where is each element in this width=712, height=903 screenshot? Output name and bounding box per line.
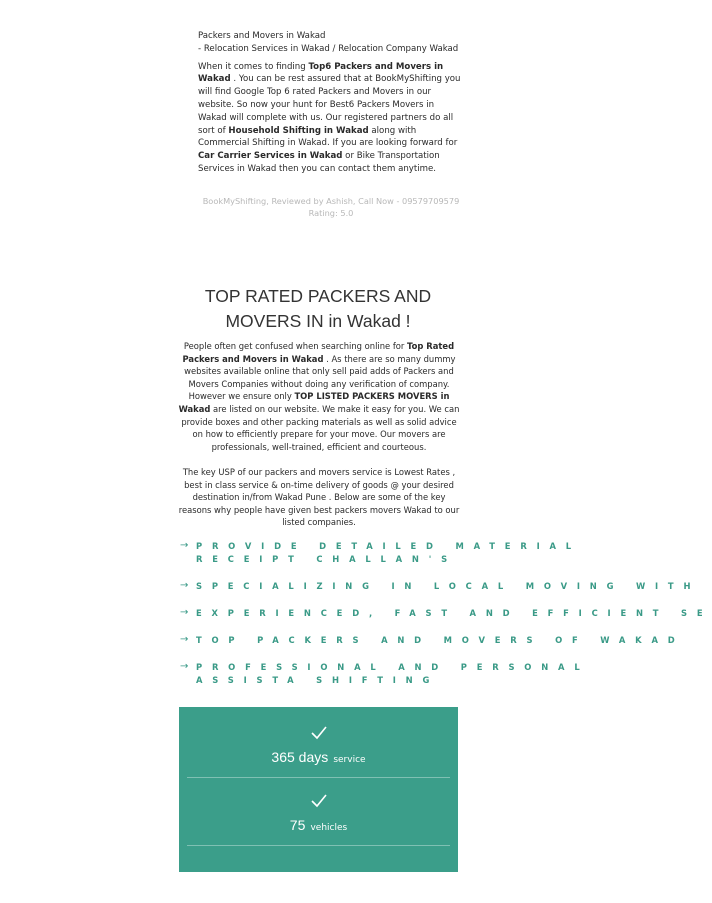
paragraph-top-rated [178, 340, 460, 453]
stat-unit: vehicles [310, 823, 348, 833]
stat-value: 75 [289, 817, 306, 833]
arrow-right-icon: → [180, 580, 189, 591]
arrow-right-icon: → [180, 607, 189, 618]
divider [187, 777, 450, 778]
intro-paragraph [198, 61, 464, 176]
intro-title [198, 30, 464, 56]
intro-text-3: along with Commercial Shifting in Wakad. If you are looking forward for [198, 125, 458, 149]
page-heading: TOP RATED PACKERS AND MOVERS IN in Wakad ! [204, 286, 432, 331]
list-item [180, 540, 638, 566]
intro-text-2: . You can be rest assured that at BookMyShifting you will find Google Top 6 rated Packers and Movers in our website. So now your hunt for Best6 Packers Movers in Wakad will complete with us. Our registered partners do all sort of [198, 74, 461, 136]
intro-bold-3: Car Carrier Services in Wakad [198, 151, 343, 162]
p1-bold-2: TOP LISTED PACKERS MOVERS in Wakad [178, 391, 450, 414]
intro-text-4: or Bike Transportation Services in Wakad then you can contact them anytime. [198, 151, 440, 174]
p1-text-1: People often get confused when searching online for [183, 341, 408, 351]
stat-service-days [179, 725, 458, 766]
feature-label: SPECIALIZING IN LOCAL MOVING WITH [196, 581, 701, 591]
intro-text-1: When it comes to finding [198, 61, 309, 72]
list-item [180, 661, 638, 687]
stat-unit: service [333, 755, 366, 765]
divider [187, 845, 450, 846]
arrow-right-icon: → [180, 540, 189, 551]
check-icon [310, 793, 328, 809]
feature-label: TOP PACKERS AND MOVERS OF WAKAD [196, 635, 685, 645]
arrow-right-icon: → [180, 661, 189, 672]
feature-label: PROFESSIONAL AND PERSONAL ASSISTA SHIFTING [196, 662, 590, 685]
check-icon [310, 725, 328, 741]
intro-line-1: Packers and Movers in Wakad [198, 31, 326, 41]
review-line: BookMyShifting, Reviewed by Ashish, Call Now - 09579709579 Rating: 5.0 [202, 196, 460, 218]
feature-label: PROVIDE DETAILED MATERIAL RECEIPT CHALLAN'S [196, 541, 581, 564]
intro-section [198, 30, 464, 181]
intro-bold-1: Top6 Packers and Movers in Wakad [198, 61, 444, 85]
intro-bold-2: Household Shifting in Wakad [228, 125, 369, 136]
stats-panel [179, 707, 458, 872]
p1-text-2: . As there are so many dummy websites available online that only sell paid adds of Packers and Movers Companies without doing any verification of company. However we ensure only [184, 353, 456, 402]
list-item [180, 580, 701, 593]
stat-vehicles [179, 793, 458, 834]
stat-value: 365 days [271, 749, 329, 765]
arrow-right-icon: → [180, 634, 189, 645]
feature-label: EXPERIENCED, FAST AND EFFICIENT SE [196, 608, 712, 618]
paragraph-usp: The key USP of our packers and movers service is Lowest Rates , best in class service & on-time delivery of goods @ your desired destination in/from Wakad Pune . Below are some of the key reasons why people have given best packers movers Wakad to our listed companies. [178, 467, 460, 528]
intro-line-2: - Relocation Services in Wakad / Relocation Company Wakad [198, 43, 459, 54]
list-item [180, 634, 685, 647]
p1-bold-1: Top Rated Packers and Movers in Wakad [182, 341, 455, 364]
p1-text-3: are listed on our website. We make it easy for you. We can provide boxes and other packing materials as well as solid advice on how to efficiently prepare for your move. Our movers are professionals, well-trained, efficient and courteous. [181, 403, 460, 452]
feature-list [180, 540, 712, 701]
list-item [180, 607, 712, 620]
